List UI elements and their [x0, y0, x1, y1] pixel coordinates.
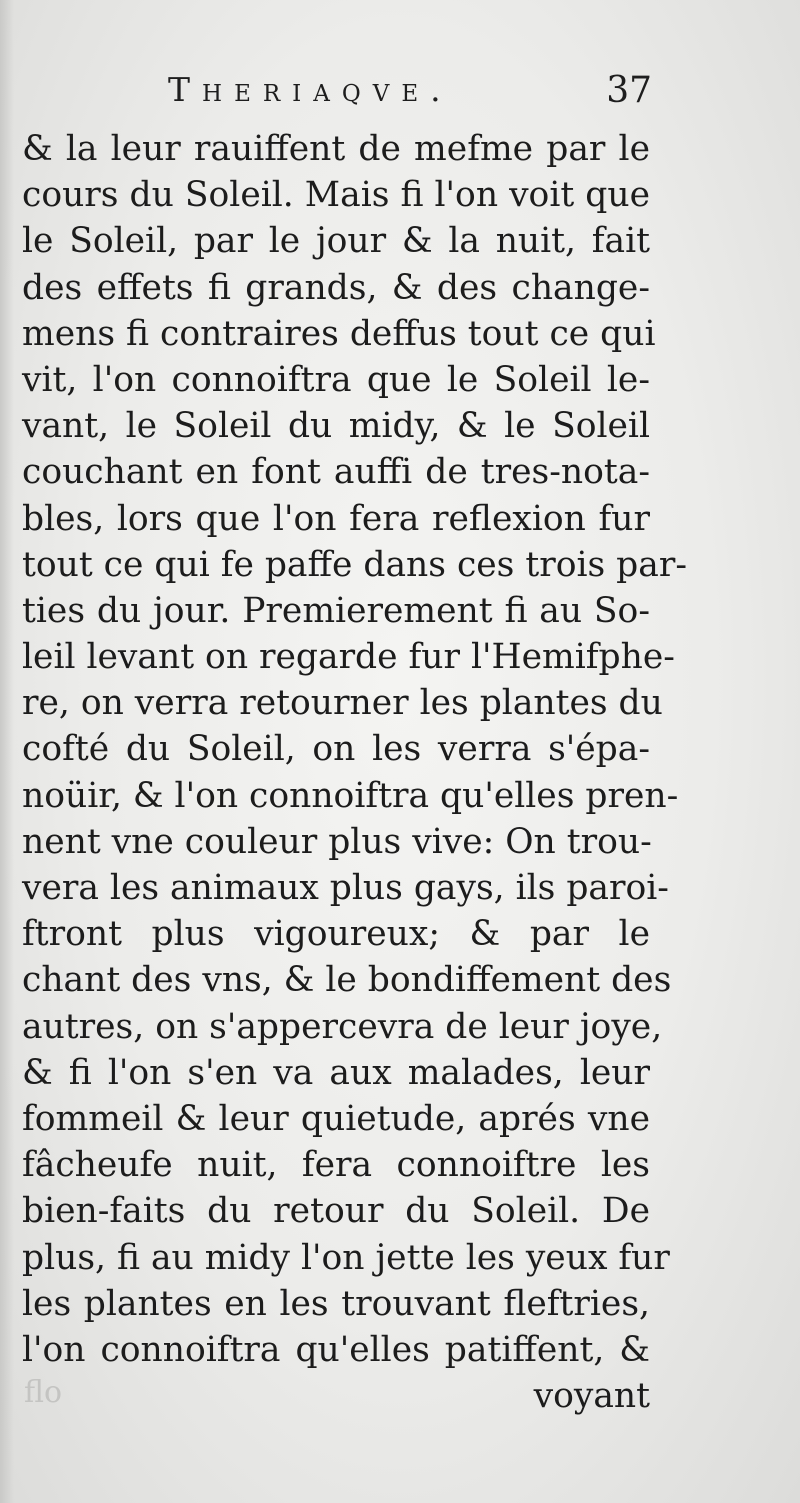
text-line: chant des vns, & le bondiffement des	[22, 960, 672, 1001]
text-line: tout ce qui fe paffe dans ces trois par-	[22, 544, 687, 585]
text-line: ties du jour. Premierement fi au So-	[22, 590, 650, 631]
text-line: re, on verra retourner les plantes du	[22, 683, 663, 724]
text-line: leil levant on regarde fur l'Hemifphe-	[22, 637, 675, 678]
text-line: vit, l'on connoiftra que le Soleil le-	[22, 359, 650, 400]
text-line: & fi l'on s'en va aux malades, leur	[22, 1052, 650, 1093]
text-line: les plantes en les trouvant fleftries,	[22, 1283, 650, 1324]
text-line: noüir, & l'on connoiftra qu'elles pren-	[22, 775, 679, 816]
text-line: bles, lors que l'on fera reflexion fur	[22, 498, 650, 539]
text-line: couchant en font auffi de tres-nota-	[22, 452, 650, 493]
text-line: plus, fi au midy l'on jette les yeux fur	[22, 1237, 670, 1278]
running-title: Theriaqve.	[168, 70, 453, 109]
page-header	[0, 70, 800, 122]
text-line: fâcheufe nuit, fera connoiftre les	[22, 1145, 650, 1186]
text-line: & la leur rauiffent de mefme par le	[22, 129, 650, 169]
text-line: le Soleil, par le jour & la nuit, fait	[22, 221, 650, 262]
text-line: fommeil & leur quietude, aprés vne	[22, 1098, 650, 1139]
text-line: cofté du Soleil, on les verra s'épa-	[22, 729, 650, 770]
page-gutter-shadow	[0, 0, 14, 1503]
text-line: vant, le Soleil du midy, & le Soleil	[22, 406, 650, 447]
body-text	[22, 126, 687, 1419]
text-line: autres, on s'appercevra de leur joye,	[22, 1006, 663, 1047]
page-number: 37	[606, 70, 652, 111]
text-line: nent vne couleur plus vive: On trou-	[22, 821, 652, 862]
text-line: l'on connoiftra qu'elles patiffent, &	[22, 1329, 650, 1370]
text-line: des effets fi grands, & des change-	[22, 267, 650, 308]
text-line: ftront plus vigoureux; & par le	[22, 914, 650, 955]
text-line: vera les animaux plus gays, ils paroi-	[22, 868, 669, 908]
text-line: cours du Soleil. Mais fi l'on voit que	[22, 175, 650, 216]
text-line: bien-faits du retour du Soleil. De	[22, 1191, 650, 1232]
catchword: voyant	[533, 1376, 650, 1417]
bleed-through-text: flo	[24, 1375, 63, 1410]
text-line: mens fi contraires deffus tout ce qui	[22, 313, 656, 354]
